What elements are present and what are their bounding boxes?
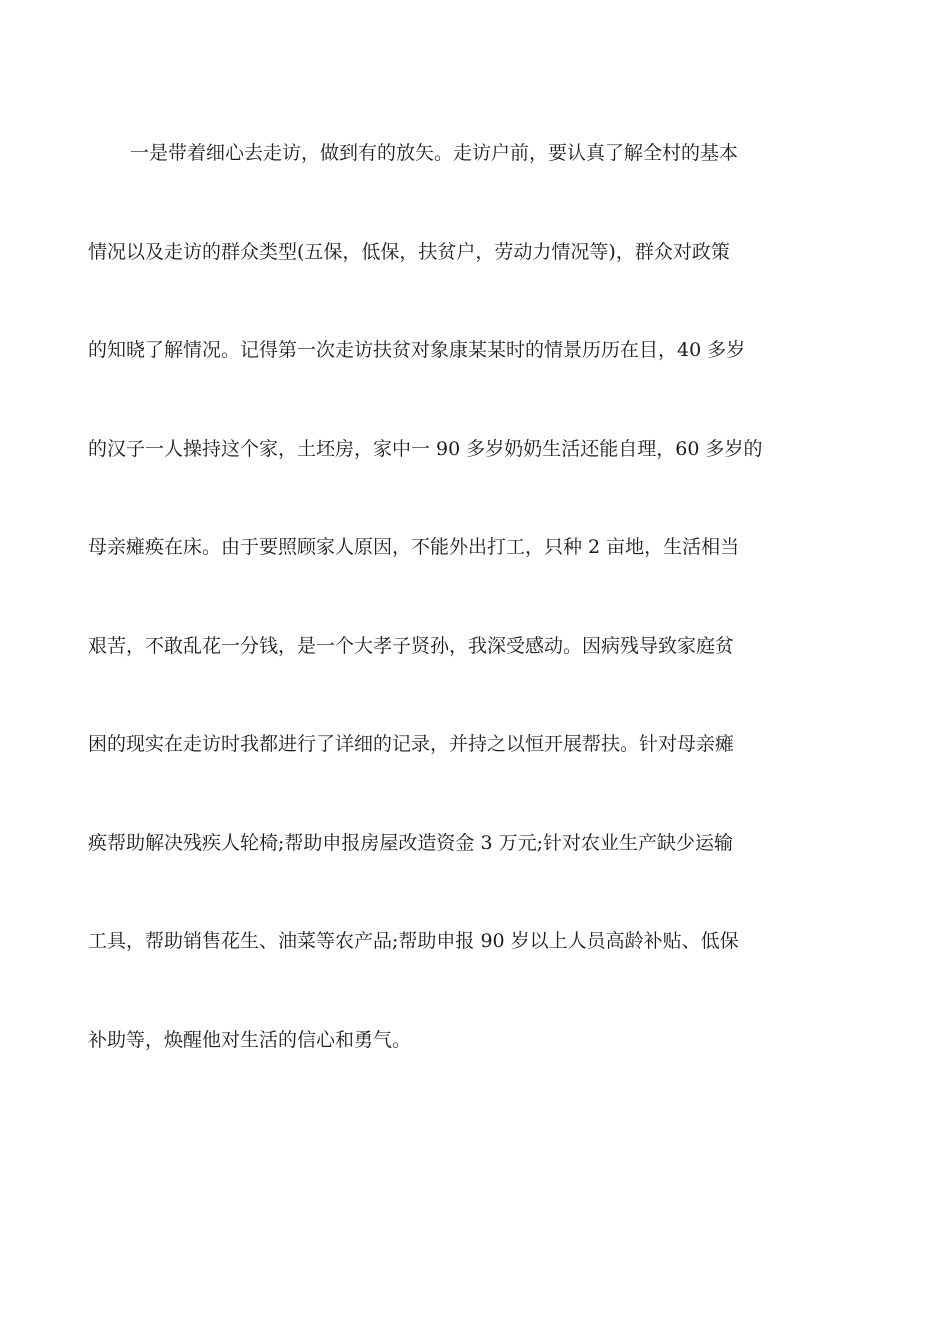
paragraph-line: 艰苦，不敢乱花一分钱，是一个大孝子贤孙，我深受感动。因病残导致家庭贫 [88,634,735,657]
paragraph-line: 困的现实在走访时我都进行了详细的记录，并持之以恒开展帮扶。针对母亲瘫 [88,733,735,755]
paragraph-line: 情况以及走访的群众类型(五保，低保，扶贫户，劳动力情况等)，群众对政策 [88,240,730,263]
paragraph-line: 母亲瘫痪在床。由于要照顾家人原因，不能外出打工，只种 2 亩地，生活相当 [88,536,740,558]
paragraph-line: 的汉子一人操持这个家，土坯房，家中一 90 多岁奶奶生活还能自理，60 多岁的 [88,437,763,460]
paragraph-line: 的知晓了解情况。记得第一次走访扶贫对象康某某时的情景历历在目，40 多岁 [88,339,746,361]
paragraph-line: 工具，帮助销售花生、油菜等农产品;帮助申报 90 岁以上人员高龄补贴、低保 [88,930,739,952]
body-paragraph [88,128,868,1113]
paragraph-line: 补助等，焕醒他对生活的信心和勇气。 [88,1028,412,1051]
paragraph-line: 一是带着细心去走访，做到有的放矢。走访户前，要认真了解全村的基本 [130,142,739,164]
paragraph-line: 痪帮助解决残疾人轮椅;帮助申报房屋改造资金 3 万元;针对农业生产缺少运输 [88,831,733,854]
